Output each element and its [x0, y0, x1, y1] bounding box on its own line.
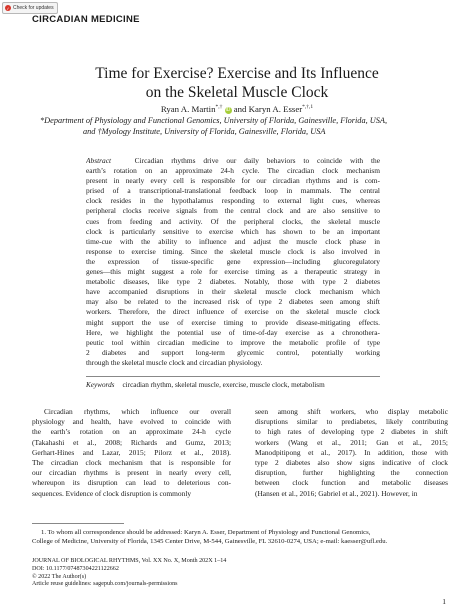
abstract-line: may also be related to the increased risk of type 2 diabetes seen among shift — [86, 297, 380, 307]
check-updates-icon: ✓ — [6, 5, 10, 11]
body-line: sequences. Evidence of clock disruption is commonly — [32, 488, 192, 498]
page-number: 1 — [442, 597, 446, 606]
journal-citation: JOURNAL OF BIOLOGICAL RHYTHMS, Vol. XX No. X, Month 202X 1–14 — [32, 558, 227, 564]
author-2-affil: *,†,1 — [302, 104, 314, 111]
body-line: disruption, further highlighting the connection — [255, 468, 448, 478]
body-line: whereupon its disruption can lead to deleterious con- — [32, 478, 231, 488]
author-1-affil: *,† — [215, 104, 223, 111]
copyright: © 2022 The Author(s) — [32, 573, 87, 580]
keywords-label: Keywords — [86, 381, 115, 389]
abstract-line: clock resides in the hypothalamus responding to external light cues, whereas — [86, 196, 380, 206]
keywords-divider — [86, 376, 380, 377]
footnote-divider — [32, 523, 124, 524]
journal-info — [32, 558, 226, 589]
abstract-line: metabolic diseases, like type 2 diabetes. Notably, those with type 2 diabetes — [86, 277, 380, 287]
abstract-line: through the skeletal muscle clock and circadian physiology. — [86, 357, 263, 367]
author-list — [40, 104, 434, 114]
footnote — [32, 528, 450, 546]
abstract-line: clock is particularly sensitive to exercise which has shown to be an important — [86, 226, 380, 236]
keywords-text: circadian rhythm, skeletal muscle, exercise, muscle clock, metabolism — [122, 381, 325, 389]
body-line: the earth’s rotation on an approximate 24-h cycle — [32, 427, 231, 437]
body-line: disruptions similar to prediabetes, likely contributing — [255, 417, 448, 427]
author-2[interactable]: and Karyn A. Esser — [231, 104, 303, 114]
body-line: physiology and health, have evolved to coincide with — [32, 417, 231, 427]
check-for-updates-badge[interactable] — [2, 2, 58, 14]
reuse-guidelines[interactable]: Article reuse guidelines: sagepub.com/journals-permissions — [32, 581, 178, 588]
keywords — [86, 381, 380, 389]
body-line: to high rates of developing type 2 diabetes in shift — [255, 427, 448, 437]
title-line-1: Time for Exercise? Exercise and Its Influence — [95, 65, 379, 82]
body-line: The circadian clock mechanism that is responsible for — [32, 458, 231, 468]
body-line: Circadian rhythms, which influence our overall — [44, 407, 231, 416]
author-1[interactable]: Ryan A. Martin — [160, 104, 216, 114]
affiliations — [40, 116, 440, 137]
body-line: workers (Wang et al., 2011; Gan et al., 2015; — [255, 437, 448, 447]
footnote-line-1: 1. To whom all correspondence should be addressed: Karyn A. Esser, Department of Physiology and Functional Genomics, — [41, 529, 371, 536]
abstract-line: Abstract Circadian rhythms drive our daily behaviors to coincide with the — [86, 156, 380, 165]
abstract-line: might support the use of exercise timing to provide disease-mitigating effects. — [86, 317, 380, 327]
body-line: our circadian rhythms is present in nearly every cell, — [32, 468, 231, 478]
title-line-2: on the Skeletal Muscle Clock — [145, 84, 329, 101]
abstract-line: time-cue with the ability to influence and adjust the muscle clock phase in — [86, 236, 380, 246]
body-line: (Hansen et al., 2016; Gabriel et al., 2021). However, in — [255, 488, 418, 498]
abstract-line: Here, we highlight the potential use of time-of-day exercise as a chronothera- — [86, 327, 380, 337]
abstract-line: present in nearly every cell is responsible for our circadian rhythms and is com- — [86, 176, 380, 186]
abstract — [86, 156, 380, 368]
abstract-label: Abstract — [86, 156, 112, 165]
journal-section-heading: CIRCADIAN MEDICINE — [32, 14, 140, 25]
abstract-line: response to exercise timing. Since the skeletal muscle clock is also involved in — [86, 246, 380, 256]
abstract-line: cues from feeding and activity. Of the peripheral clocks, the skeletal muscle — [86, 216, 380, 226]
abstract-line: peutic tool within circadian medicine to improve the metabolic profile of type — [86, 337, 380, 347]
check-updates-label: Check for updates — [13, 5, 54, 11]
abstract-line: prised of a transcriptional-translational feedback loop in mammals. The central — [86, 186, 380, 196]
body-line: type 2 diabetes also show signs indicative of clock — [255, 458, 448, 468]
abstract-line: genes—this might suggest a role for exercise timing as a therapeutic strategy in — [86, 267, 380, 277]
abstract-line: 2 diabetes and support long-term glycemic control, potentially working — [86, 347, 380, 357]
body-line: Manodpitipong et al., 2017). In addition, those with — [255, 447, 448, 457]
article-title — [40, 64, 434, 102]
body-line: seen among shift workers, who display metabolic — [255, 407, 448, 416]
abstract-line: workers. Therefore, the direct influence of exercise on the skeletal muscle clock — [86, 307, 380, 317]
body-column-left — [32, 407, 231, 499]
abstract-line: the expression of tissue-specific gene expression—including glucoregulatory — [86, 256, 380, 266]
abstract-line: earth’s rotation on an approximate 24-h cycle. The circadian clock mechanism — [86, 166, 380, 176]
footnote-line-2: College of Medicine, University of Florida, 1345 Center Drive, M-544, Gainesville, FL 32610-0274, USA; e-mail: kaesser@ufl.edu. — [32, 538, 388, 545]
affiliation-line-1: *Department of Physiology and Functional Genomics, University of Florida, Gainesville, Florida, USA, — [40, 116, 388, 125]
abstract-line: have accompanied disruptions in their skeletal muscle clock mechanism which — [86, 287, 380, 297]
affiliation-line-2: and †Myology Institute, University of Florida, Gainesville, Florida, USA — [83, 126, 326, 136]
doi[interactable]: DOI: 10.1177/07487304221122662 — [32, 565, 119, 572]
abstract-line: peripheral clocks receive signals from the central clock and are also sensitive to — [86, 206, 380, 216]
body-line: Gerhart-Hines and Lazar, 2015; Pilorz et al., 2018). — [32, 447, 231, 457]
body-column-right — [255, 407, 448, 499]
orcid-icon[interactable]: iD — [225, 107, 231, 113]
body-line: (Takahashi et al., 2008; Richards and Gumz, 2013; — [32, 437, 231, 447]
body-line: between clock function and metabolic diseases — [255, 478, 448, 488]
